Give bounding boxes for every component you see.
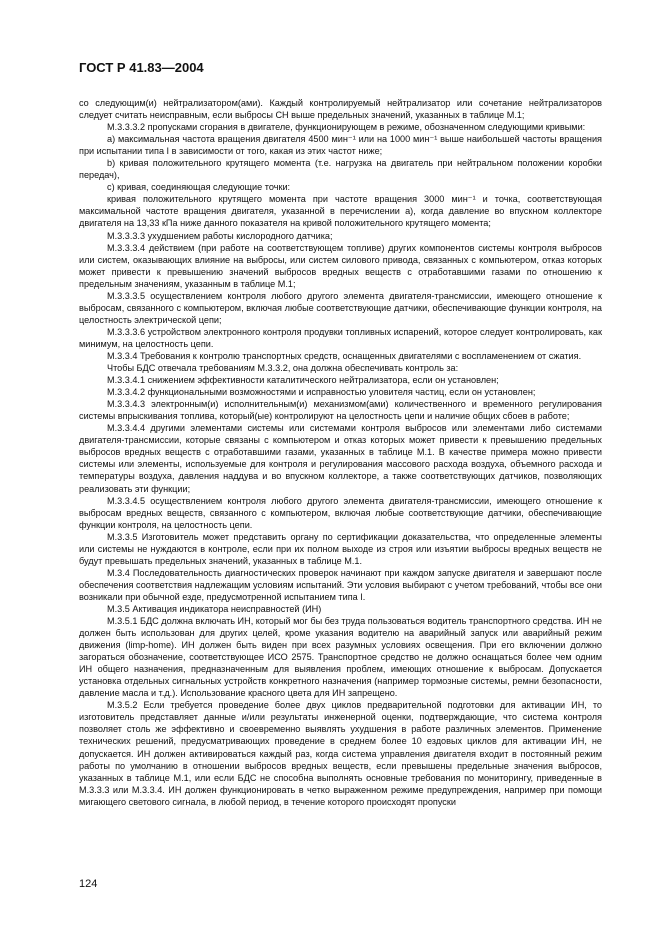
paragraph: М.3.3.3.6 устройством электронного контроля продувки топливных испарений, которое следует контролировать, как минимум, на целостность цепи. [79,326,602,349]
paragraph: М.3.3.5 Изготовитель может представить органу по сертификации доказательства, что определенные элементы или системы не нуждаются в контроле, если при их полном выходе из строя или изъятии выбросы вредных веществ не будут превышать предельных значений, указанных в таблице М.1. [79,531,602,566]
paragraph: М.3.5.1 БДС должна включать ИН, который мог бы без труда пользоваться водитель транспортного средства. ИН не должен быть использован для других целей, кроме указания водителю на аварийный запуск или аварийный режим движения (limp-home). ИН должен быть виден при всех разумных условиях освещения. При его включении должно загораться обозначение, соответствующее ИСО 2575. Транспортное средство не должно оснащаться более чем одним ИН общего назначения, предназначенным для выявления проблем, имеющих отношение к выбросам. Допускается установка отдельных сигнальных устройств конкретного назначения (например тормозные системы, ремни безопасности, давление масла и т.д.). Использование красного цвета для ИН запрещено. [79,616,603,699]
paragraph: М.3.3.4.4 другими элементами системы или системами контроля выбросов или элементами либо системами двигателя-трансмиссии, которые связаны с компьютером и отказ которых может привести к превышению предельных выбросов вредных веществ с отработавшими газами, указанных в таблице М.1. В качестве примера можно привести системы или элементы, используемые для контроля и регулирования массового расхода воздуха, объемного расхода и температуры воздуха, давления наддува и во впускном коллекторе, а также соответствующих датчиков, позволяющих реализовать эти функции; [79,423,602,494]
paragraph: М.3.3.4 Требования к контролю транспортных средств, оснащенных двигателями с воспламенением от сжатия. [107,350,582,361]
paragraph: а) максимальная частота вращения двигателя 4500 мин⁻¹ или на 1000 мин⁻¹ выше наибольшей частоты вращения при испытании типа I в зависимости от того, какая из этих частот ниже; [79,134,602,157]
paragraph: М.3.3.3.4 действием (при работе на соответствующем топливе) других компонентов системы контроля выбросов или систем, оказывающих влияние на выбросы, или систем силового привода, связанных с компьютером, отказ которых может привести к превышению значений выбросов вредных веществ с отработавшими газами по отношению к предельным значениям, указанным в таблице М.1; [79,242,602,289]
paragraph: кривая положительного крутящего момента при частоте вращения 3000 мин⁻¹ и точка, соответствующая максимальной частоте вращения двигателя, указанной в перечислении а), когда давление во впускном коллекторе двигателя на 13,33 кПа ниже данного показателя на кривой положительного крутящего момента; [79,194,602,229]
paragraph: М.3.3.3.5 осуществлением контроля любого другого элемента двигателя-трансмиссии, имеющего отношение к выбросам, связанного с компьютером, включая любые соответствующие датчики, обеспечивающие функции контроля, на целостность электрической цепи; [79,290,602,325]
paragraph: Чтобы БДС отвечала требованиям М.3.3.2, она должна обеспечивать контроль за: [107,363,459,374]
paragraph: М.3.3.4.5 осуществлением контроля любого другого элемента двигателя-трансмиссии, имеющего отношение к выбросам вредных веществ, связанного с компьютером, включая любые соответствующие датчики, обеспечивающие функции контроля, на целостность цепи. [79,495,602,530]
document-header: ГОСТ Р 41.83—2004 [79,60,204,75]
paragraph: М.3.3.3.3 ухудшением работы кислородного датчика; [107,230,333,241]
paragraph: b) кривая положительного крутящего момента (т.е. нагрузка на двигатель при нейтральном положении коробки передач), [79,158,602,181]
document-body [79,97,602,808]
paragraph: М.3.4 Последовательность диагностических проверок начинают при каждом запуске двигателя и завершают после обеспечения соответствия надлежащим условиям испытаний. Эти условия выбирают с учетом требований, чтобы все они возникали при обычной езде, предусмотренной испытанием типа I. [79,567,602,602]
paragraph: М.3.3.4.1 снижением эффективности каталитического нейтрализатора, если он установлен; [107,375,499,386]
paragraph: со следующим(и) нейтрализатором(ами). Каждый контролируемый нейтрализатор или сочетание нейтрализаторов следует считать неисправным, если выбросы СН выше предельных значений, указанных в таблице М.1; [79,98,602,121]
paragraph: М.3.3.4.3 электронным(и) исполнительным(и) механизмом(ами) количественного и временного регулирования системы впрыскивания топлива, который(ые) контролируют на целостность цепи и наличие общих сбоев в работе; [79,399,602,422]
paragraph: с) кривая, соединяющая следующие точки: [107,182,291,193]
paragraph: М.3.3.3.2 пропусками сгорания в двигателе, функционирующем в режиме, обозначенном следующими кривыми: [107,122,586,133]
paragraph: М.3.5 Активация индикатора неисправностей (ИН) [107,603,322,614]
paragraph: М.3.5.2 Если требуется проведение более двух циклов предварительной подготовки для активации ИН, то изготовитель представляет данные и/или результаты инженерной оценки, подтверждающие, что система контроля позволяет столь же эффективно и своевременно выявлять ухудшения в работе различных элементов. Применение технических решений, предусматривающих проведение в среднем более 10 ездовых циклов для активации ИН, не допускается. ИН должен активироваться каждый раз, когда система управления двигателя входит в постоянный режим работы по умолчанию в отношении выбросов вредных веществ, если превышены предельные значения выбросов, указанных в таблице М.1, или если БДС не способна выполнять основные требования по мониторингу, приведенные в М.3.3.3 или М.3.3.4. ИН должен функционировать в четко выраженном режиме предупреждения, например при помощи мигающего светового сигнала, в любой период, в течение которого происходят пропуски [79,700,602,807]
paragraph: М.3.3.4.2 функциональными возможностями и исправностью уловителя частиц, если он установлен; [107,387,536,398]
page-number: 124 [79,878,98,890]
